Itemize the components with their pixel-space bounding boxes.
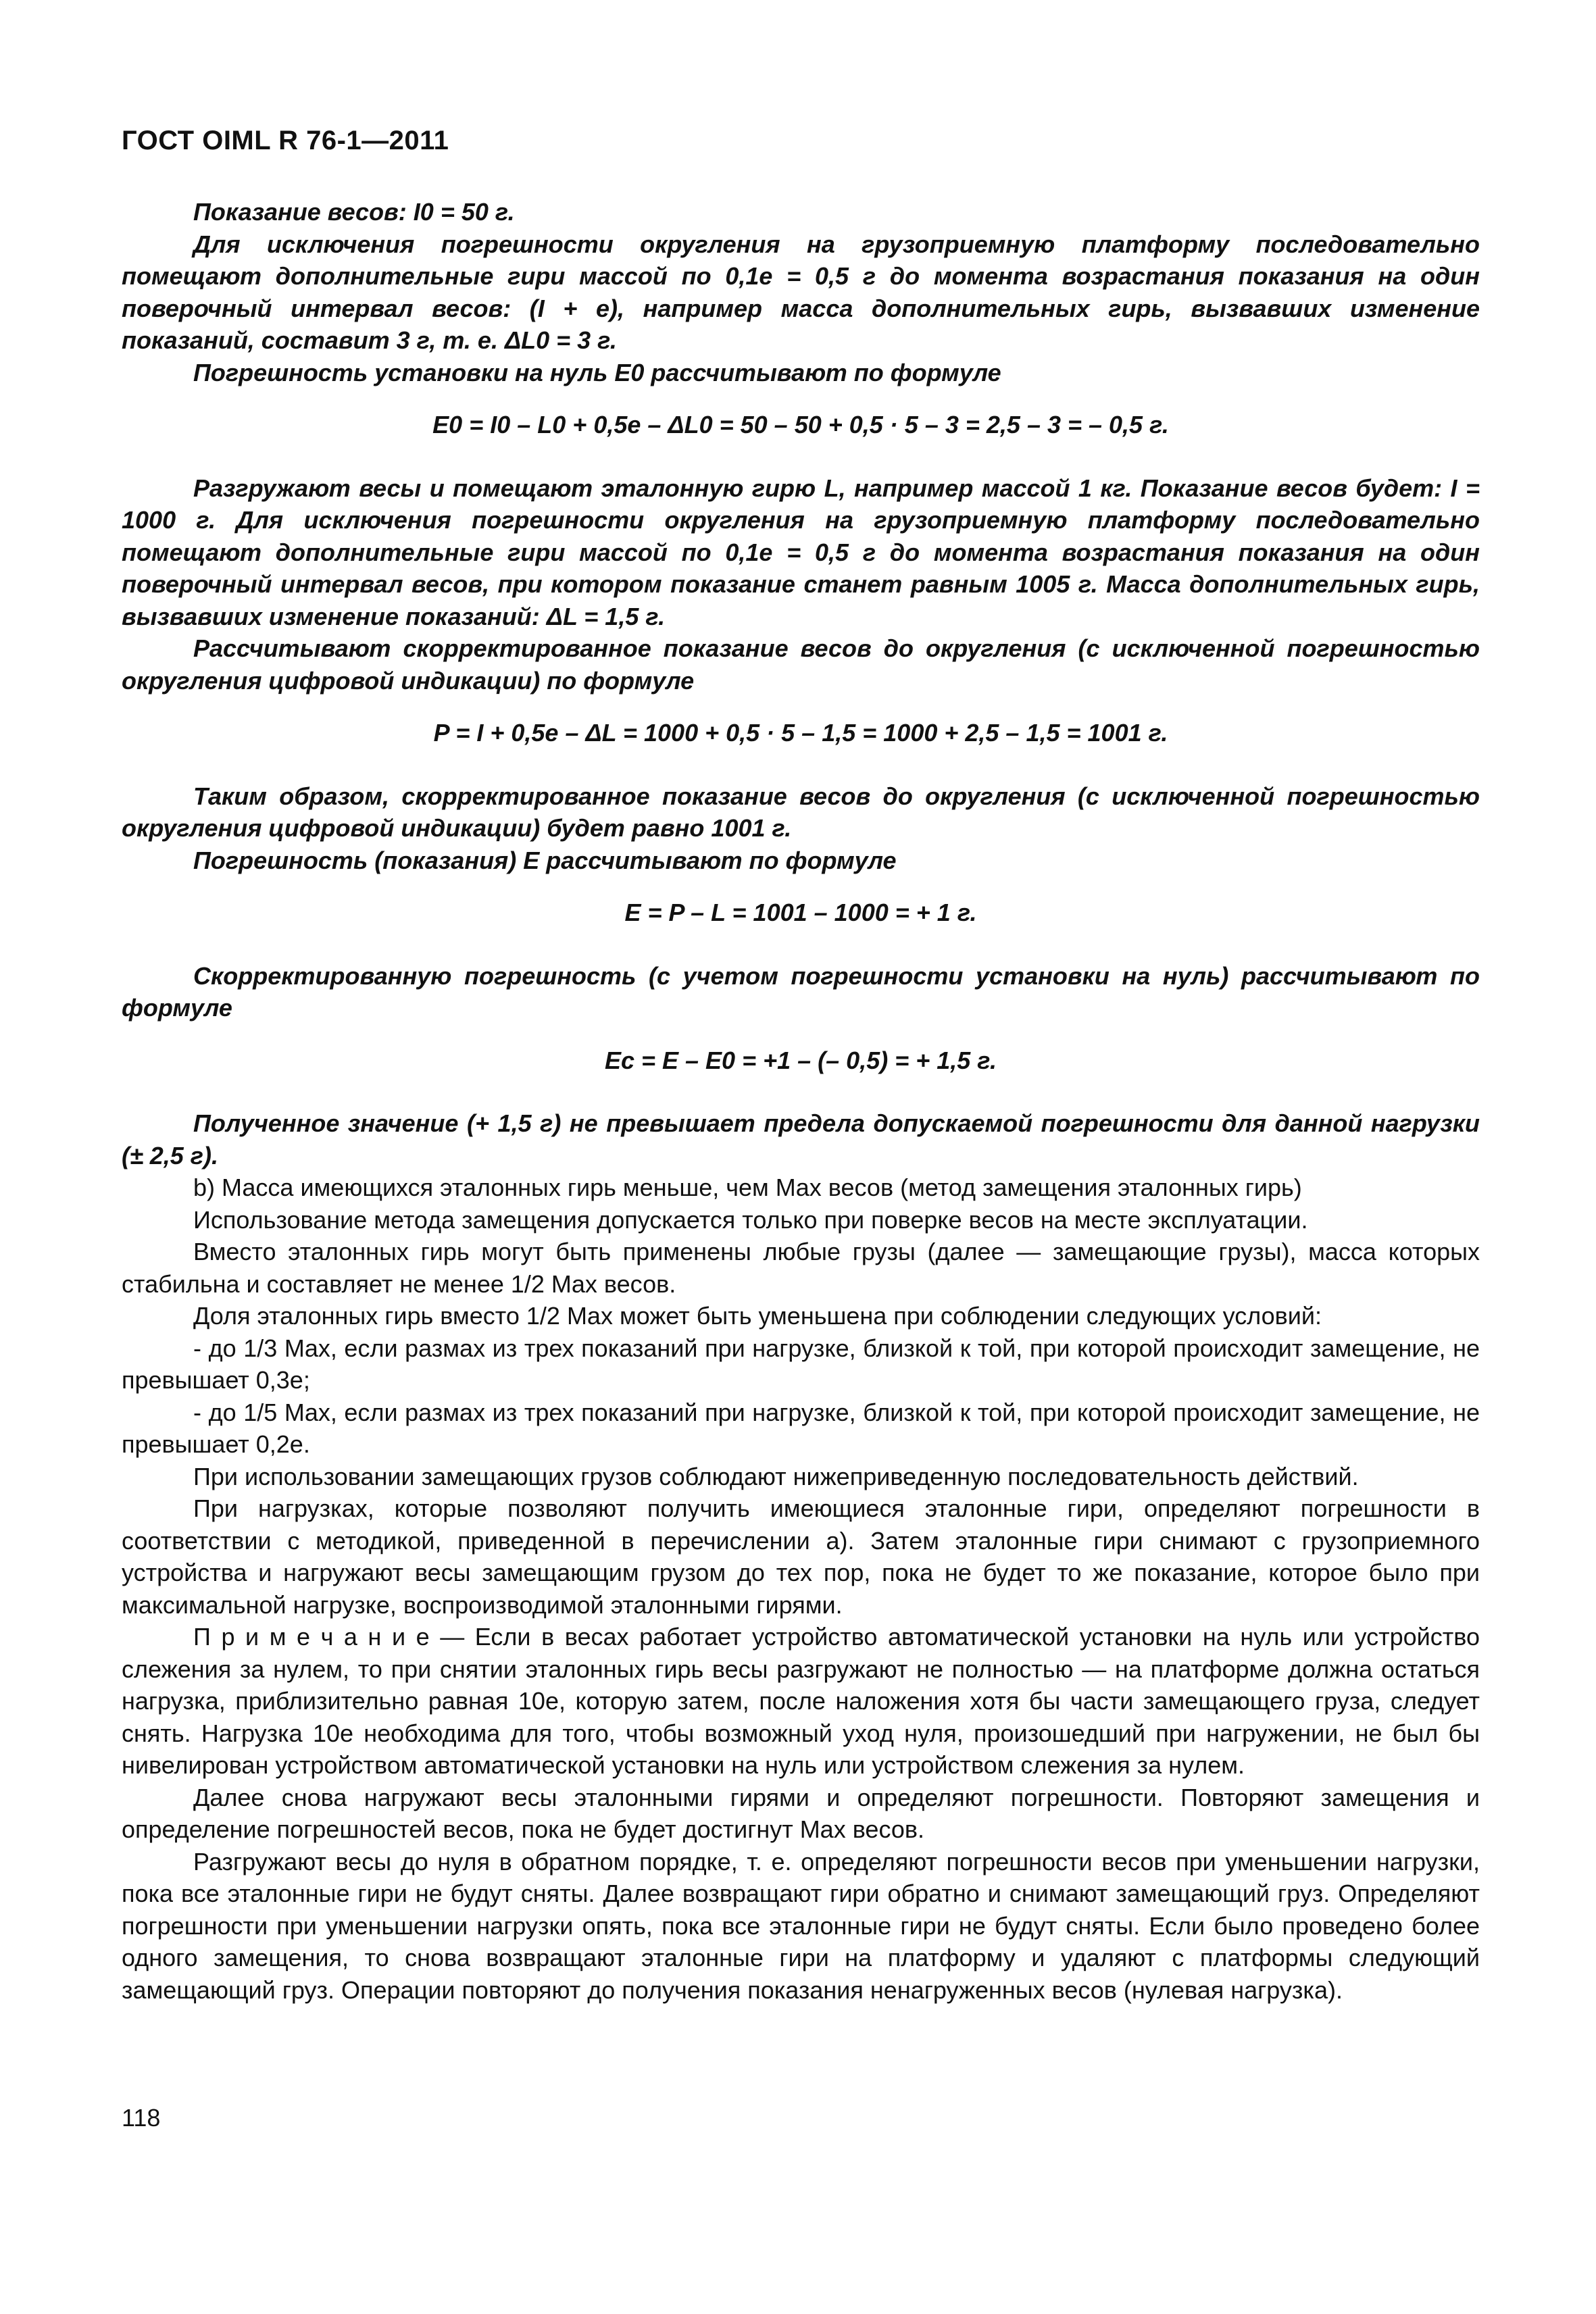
paragraph: Доля эталонных гирь вместо 1/2 Max может быть уменьшена при соблюдении следующих условий: xyxy=(193,1302,1322,1330)
paragraph: Разгружают весы до нуля в обратном порядке, т. е. определяют погрешности весов при уменьшении нагрузки, пока все эталонные гири не будут сняты. Далее возвращают гири обратно и снимают замещающий груз. Определяют погрешности при уменьшении нагрузки опять, пока все эталонные гири не будут сняты. Если было проведено более одного замещения, то снова возвращают эталонные гири на платформу и удаляют с платформы следующий замещающий груз. Операции повторяют до получения показания ненагруженных весов (нулевая нагрузка). xyxy=(122,1847,1480,2004)
paragraph: При нагрузках, которые позволяют получить имеющиеся эталонные гири, определяют погрешности в соответствии с методикой, приведенной в перечислении а). Затем эталонные гири снимают с грузоприемного устройства и нагружают весы замещающим грузом до тех пор, пока не будет то же показание, которое было при максимальной нагрузке, воспроизводимой эталонными гирями. xyxy=(122,1494,1480,1619)
note: П р и м е ч а н и е — Если в весах работает устройство автоматической установки на нуль или устройство слежения за нулем, то при снятии эталонных гирь весы разгружают не полностью — на платформе должна остаться нагрузка, приблизительно равная 10e, которую затем, после наложения хотя бы части замещающего груза, следует снять. Нагрузка 10e необходима для того, чтобы возможный уход нуля, произошедший при нагружении, не был бы нивелирован устройством автоматической установки на нуль или устройством слежения за нулем. xyxy=(122,1623,1480,1779)
paragraph: Далее снова нагружают весы эталонными гирями и определяют погрешности. Повторяют замещения и определение погрешностей весов, пока не будет достигнут Max весов. xyxy=(122,1783,1480,1843)
list-item: - до 1/3 Max, если размах из трех показаний при нагрузке, близкой к той, при которой происходит замещение, не превышает 0,3e; xyxy=(122,1334,1480,1394)
list-item: - до 1/5 Max, если размах из трех показаний при нагрузке, близкой к той, при которой происходит замещение, не превышает 0,2e. xyxy=(122,1398,1480,1458)
paragraph: Погрешность (показания) E рассчитывают по формуле xyxy=(193,846,897,874)
paragraph: Полученное значение (+ 1,5 г) не превышает предела допускаемой погрешности для данной нагрузки (± 2,5 г). xyxy=(122,1109,1480,1169)
formula: E0 = I0 – L0 + 0,5e – ΔL0 = 50 – 50 + 0,5 · 5 – 3 = 2,5 – 3 = – 0,5 г. xyxy=(432,411,1169,438)
document-page xyxy=(122,0,1480,2314)
document-body xyxy=(122,196,1480,2006)
paragraph: Показание весов: I0 = 50 г. xyxy=(193,198,515,226)
paragraph: Вместо эталонных гирь могут быть применены любые грузы (далее — замещающие грузы), масса которых стабильна и составляет не менее 1/2 Max весов. xyxy=(122,1238,1480,1298)
paragraph: b) Масса имеющихся эталонных гирь меньше, чем Max весов (метод замещения эталонных гирь) xyxy=(193,1174,1302,1201)
formula: Ec = E – E0 = +1 – (– 0,5) = + 1,5 г. xyxy=(604,1046,997,1074)
paragraph: Скорректированную погрешность (с учетом погрешности установки на нуль) рассчитывают по формуле xyxy=(122,961,1480,1022)
formula: P = I + 0,5e – ΔL = 1000 + 0,5 · 5 – 1,5 = 1000 + 2,5 – 1,5 = 1001 г. xyxy=(433,719,1168,747)
paragraph: Разгружают весы и помещают эталонную гирю L, например массой 1 кг. Показание весов будет: I = 1000 г. Для исключения погрешности округления на грузоприемную платформу последовательно помещают дополнительные гири массой по 0,1e = 0,5 г до момента возрастания показания на один поверочный интервал весов, при котором показание станет равным 1005 г. Масса дополнительных гирь, вызвавших изменение показаний: ΔL = 1,5 г. xyxy=(122,474,1480,630)
paragraph: Таким образом, скорректированное показание весов до округления (с исключенной погрешностью округления цифровой индикации) будет равно 1001 г. xyxy=(122,782,1480,842)
formula: E = P – L = 1001 – 1000 = + 1 г. xyxy=(624,899,977,926)
paragraph: Для исключения погрешности округления на грузоприемную платформу последовательно помещают дополнительные гири массой по 0,1e = 0,5 г до момента возрастания показания на один поверочный интервал весов: (I + e), например масса дополнительных гирь, вызвавших изменение показаний, составит 3 г, т. е. ΔL0 = 3 г. xyxy=(122,230,1480,354)
page-number: 118 xyxy=(122,2104,161,2132)
document-header: ГОСТ OIML R 76-1—2011 xyxy=(122,126,449,155)
paragraph: Погрешность установки на нуль E0 рассчитывают по формуле xyxy=(193,358,1001,386)
paragraph: Использование метода замещения допускается только при поверке весов на месте эксплуатации. xyxy=(193,1205,1308,1234)
paragraph: Рассчитывают скорректированное показание весов до округления (с исключенной погрешностью округления цифровой индикации) по формуле xyxy=(122,634,1480,695)
paragraph: При использовании замещающих грузов соблюдают нижеприведенную последовательность действий. xyxy=(193,1462,1359,1490)
